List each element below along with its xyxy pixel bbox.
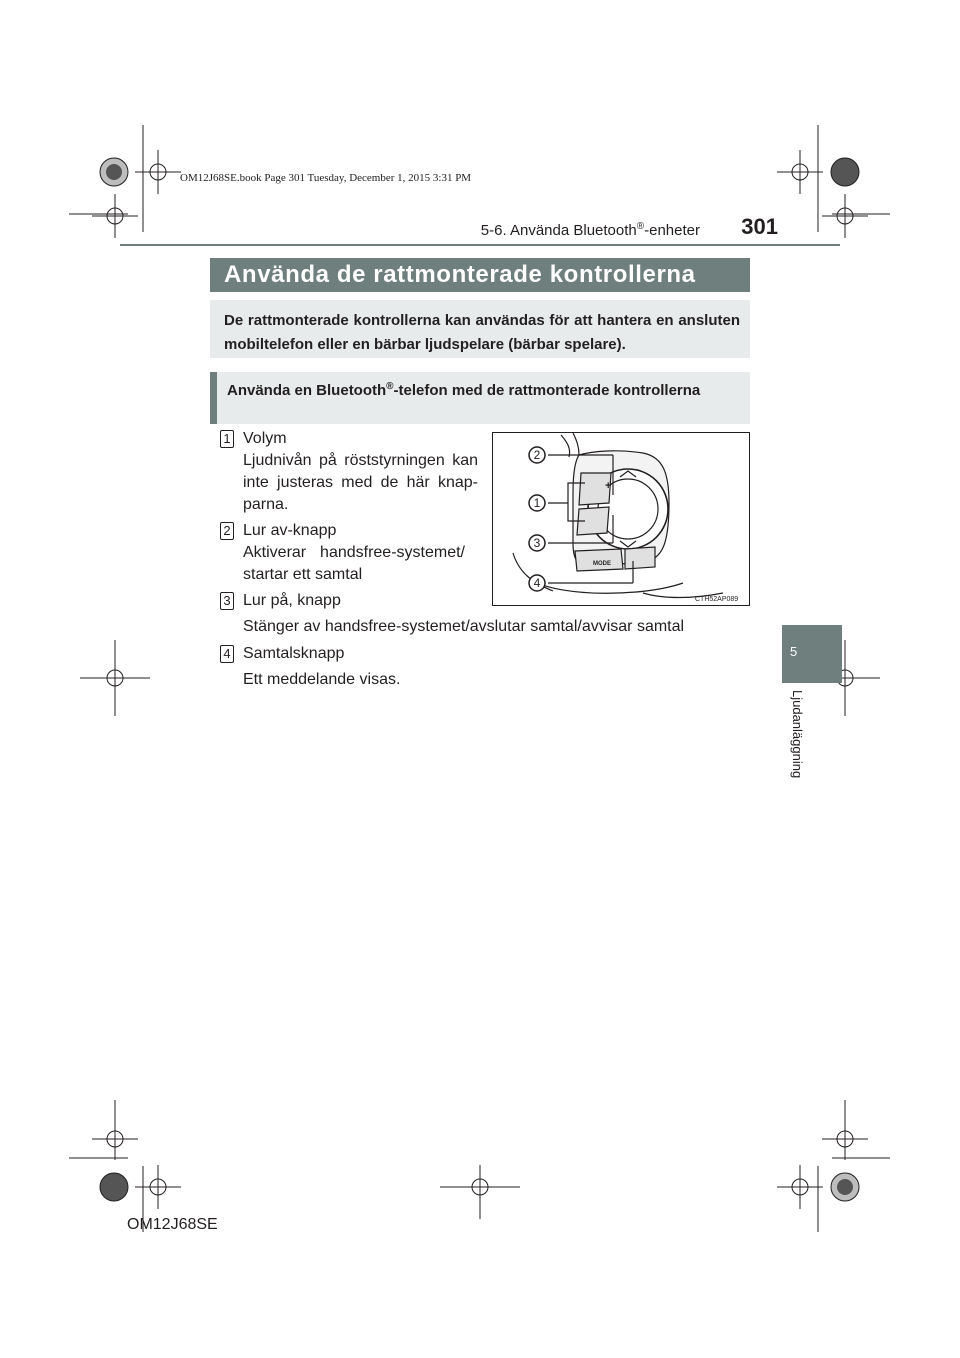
item-number: 3 <box>220 592 234 610</box>
item-label: Lur av-knapp <box>243 522 337 539</box>
item-label: Samtalsknapp <box>243 645 345 662</box>
callout-1 <box>529 495 545 511</box>
callout-4 <box>529 575 545 591</box>
target-mark-left-mid <box>80 640 150 716</box>
item-label: Lur på, knapp <box>243 592 341 609</box>
item-number: 2 <box>220 522 234 540</box>
header-divider <box>120 244 840 246</box>
target-mark-right-upper <box>822 194 868 238</box>
target-mark-right-lower <box>822 1100 868 1160</box>
callout-2 <box>529 447 545 463</box>
subheading-suffix: -telefon med de rattmonterade kontrollerna <box>393 382 701 399</box>
registration-circle-top-right <box>831 158 859 186</box>
callout-2-label: 2 <box>533 448 541 462</box>
callout-1-label: 1 <box>533 496 541 510</box>
item-number: 1 <box>220 430 234 448</box>
target-mark-left-lower <box>92 1100 138 1160</box>
intro-box: De rattmonterade kontrollerna kan användas för att hantera en ansluten mobiltelefon eller en bärbar ljudspelare (bärbar spelare). <box>210 300 750 358</box>
item-description: Ljudnivån på röststyrningen kan inte justeras med de här knap-parna. <box>243 452 478 513</box>
item-number: 4 <box>220 645 234 663</box>
book-file-info: OM12J68SE.book Page 301 Tuesday, December 1, 2015 3:31 PM <box>180 172 472 184</box>
chapter-tab-number: 5 <box>790 644 798 659</box>
footer-code: OM12J68SE <box>127 1216 218 1233</box>
chapter-tab <box>782 625 842 683</box>
item-label: Volym <box>243 430 287 447</box>
callout-3-label: 3 <box>533 536 541 550</box>
subheading <box>210 372 750 424</box>
item-description: Ett meddelande visas. <box>243 671 401 688</box>
item-description: Aktiverar handsfree-systemet/ startar ett samtal <box>243 544 465 583</box>
target-mark-bottom-center <box>440 1165 520 1219</box>
mode-button-label: MODE <box>593 561 611 567</box>
subheading-text: Använda en Bluetooth <box>227 382 387 399</box>
callout-3 <box>529 535 545 551</box>
page-number: 301 <box>741 214 778 239</box>
target-mark-top-right <box>777 150 823 194</box>
target-mark-bottom-left <box>135 1165 181 1209</box>
registration-circle-bottom-right <box>831 1173 859 1201</box>
steering-controls-figure <box>492 432 750 606</box>
item-description: Stänger av handsfree-systemet/avslutar samtal/avvisar samtal <box>243 618 685 635</box>
target-mark-top-left <box>135 150 181 194</box>
figure-code: CTH52AP089 <box>695 596 739 603</box>
chapter-tab-label: Ljudanläggning <box>790 690 805 779</box>
callout-markers <box>529 447 545 591</box>
chapter-tab-label-container <box>789 690 809 800</box>
callout-4-label: 4 <box>533 576 541 590</box>
registration-circle-bottom-left <box>100 1173 128 1201</box>
registered-mark: ® <box>636 221 645 232</box>
target-mark-left-upper <box>92 194 138 238</box>
section-title: Använda de rattmonterade kontrollerna <box>210 258 750 292</box>
registration-circle-top-left <box>100 158 128 186</box>
target-mark-bottom-right <box>777 1165 823 1209</box>
plus-label: + <box>605 480 612 492</box>
registered-mark: ® <box>386 381 394 392</box>
chapter-header-text: 5-6. Använda Bluetooth <box>480 222 637 239</box>
chapter-header-suffix: -enheter <box>644 222 700 239</box>
chapter-header <box>300 221 700 239</box>
steering-switch-illustration <box>493 433 749 605</box>
